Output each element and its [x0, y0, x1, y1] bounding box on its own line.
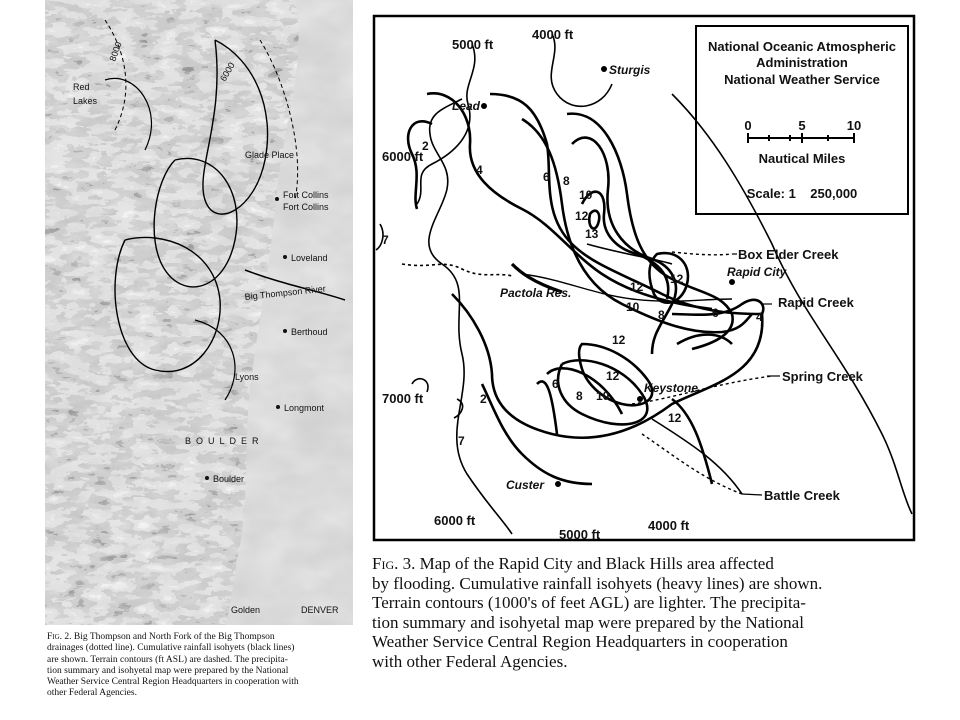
isohyet-value: 8 [563, 174, 570, 188]
fig2-caption-line: Big Thompson and North Fork of the Big Thompson [73, 632, 275, 642]
red-lakes-label: Red Lakes [73, 82, 98, 106]
terrain-label-6000-bottom: 6000 ft [434, 513, 476, 528]
isohyet-value: 6 [712, 306, 719, 320]
loveland-label: Loveland [291, 253, 328, 263]
keystone-label: Keystone [644, 381, 699, 395]
scale-unit-label: Nautical Miles [758, 151, 846, 166]
longmont-label: Longmont [284, 403, 325, 413]
contour-8000-label: 8000 [107, 40, 124, 63]
scale-tick-0: 0 [744, 118, 752, 133]
isohyet-value: 10 [596, 389, 610, 403]
isohyet-value: 4 [756, 310, 763, 324]
big-thompson-river-label: Big Thompson River [244, 283, 327, 302]
isohyet-value: 10 [579, 188, 593, 202]
box-elder-creek-label: Box Elder Creek [738, 247, 839, 262]
fig3-caption-line: tion summary and isohyetal map were prepared by the National [372, 612, 804, 632]
legend-agency-line2: Administration [756, 55, 848, 70]
fig3-caption-prefix: Fig. 3. [372, 554, 416, 573]
terrain-label-4000-top: 4000 ft [532, 27, 574, 42]
isohyet-value: 6 [552, 377, 559, 391]
sturgis-dot [601, 66, 607, 72]
isohyet-value: 12 [630, 280, 644, 294]
isohyet-value: 12 [612, 333, 626, 347]
fig3-caption-line: with other Federal Agencies. [372, 651, 568, 671]
fig2-relief-map [45, 0, 353, 625]
loveland-dot [283, 255, 287, 259]
isohyet-value: 8 [658, 308, 665, 322]
longmont-dot [276, 405, 280, 409]
fig2-caption-line: Weather Service Central Region Headquarters in cooperation with [47, 677, 299, 688]
isohyet-value: 6 [543, 170, 550, 184]
berthoud-label: Berthoud [291, 327, 328, 337]
fig3-isohyet-map [372, 14, 918, 544]
boulder-dot [205, 476, 209, 480]
isohyet-value: 7 [382, 233, 389, 247]
fig2-caption-line: other Federal Agencies. [47, 688, 137, 699]
glade-place-label: Glade Place [245, 150, 295, 160]
golden-label: Golden [231, 605, 261, 615]
terrain-label-7000-left: 7000 ft [382, 391, 424, 406]
fig2-caption-line: drainages (dotted line). Cumulative rainfall isohyets (black lines) [47, 643, 295, 654]
fort-collins-label-1: Fort Collins [283, 190, 329, 200]
fig2-map [45, 0, 353, 625]
fort-collins-label-2: Fort Collins [283, 202, 329, 212]
boulder-county-label: BOULDER [185, 436, 264, 446]
denver-label: DENVER [301, 605, 339, 615]
isohyet-value: 12 [670, 272, 684, 286]
custer-label: Custer [506, 478, 545, 492]
custer-dot [555, 481, 561, 487]
isohyet-value: 10 [626, 300, 640, 314]
scale-tick-10: 10 [846, 118, 862, 133]
terrain-label-4000-bottom: 4000 ft [648, 518, 690, 533]
fig2-caption [47, 632, 353, 712]
fig3-map [372, 14, 918, 544]
terrain-label-5000-bottom: 5000 ft [559, 527, 601, 542]
isohyet-value: 7 [458, 434, 465, 448]
contour-6000-label: 6000 [218, 60, 237, 83]
fig3-caption-line: Weather Service Central Region Headquarters in cooperation [372, 632, 788, 652]
rapid-city-label: Rapid City [727, 265, 787, 279]
spring-creek-label: Spring Creek [782, 369, 863, 384]
isohyet-value: 4 [476, 163, 483, 177]
lyons-label: Lyons [235, 372, 259, 382]
rapid-creek-label: Rapid Creek [778, 295, 854, 310]
isohyet-value: 2 [422, 139, 429, 153]
lead-dot [481, 103, 487, 109]
rapid-city-dot [729, 279, 735, 285]
fig2-caption-line: are shown. Terrain contours (ft ASL) are dashed. The precipita- [47, 654, 288, 665]
isohyet-value: 8 [576, 389, 583, 403]
battle-creek-label: Battle Creek [764, 488, 840, 503]
scale-tick-5: 5 [798, 118, 806, 133]
isohyet-value: 12 [606, 369, 620, 383]
sturgis-label: Sturgis [609, 63, 651, 77]
fig3-legend [696, 26, 908, 214]
pactola-res-label: Pactola Res. [500, 286, 572, 300]
legend-agency-line1: National Oceanic Atmospheric [707, 39, 897, 54]
isohyet-value: 2 [480, 392, 487, 406]
isohyet-value: 12 [575, 209, 589, 223]
fig2-caption-prefix: Fig. 2. [47, 632, 72, 642]
scale-ratio-label: Scale: 1 250,000 [746, 186, 858, 201]
keystone-dot [637, 396, 643, 402]
fig2-caption-line: tion summary and isohyetal map were prepared by the National [47, 665, 289, 676]
fig3-caption-line: by flooding. Cumulative rainfall isohyets (heavy lines) are shown. [372, 573, 823, 593]
boulder-label: Boulder [213, 474, 245, 484]
terrain-label-5000-top: 5000 ft [452, 37, 494, 52]
legend-agency-line3: National Weather Service [724, 72, 880, 87]
isohyet-value: 12 [668, 411, 682, 425]
fig3-caption-line: Terrain contours (1000's of feet AGL) are lighter. The precipita- [372, 593, 806, 613]
fig3-caption-line: Map of the Rapid City and Black Hills area affected [419, 554, 774, 573]
fig3-caption [372, 554, 918, 672]
fort-collins-dot [275, 197, 279, 201]
terrain-label-6000-left: 6000 ft [382, 149, 424, 164]
lead-label: Lead [452, 99, 481, 113]
isohyet-value: 13 [585, 227, 599, 241]
berthoud-dot [283, 329, 287, 333]
